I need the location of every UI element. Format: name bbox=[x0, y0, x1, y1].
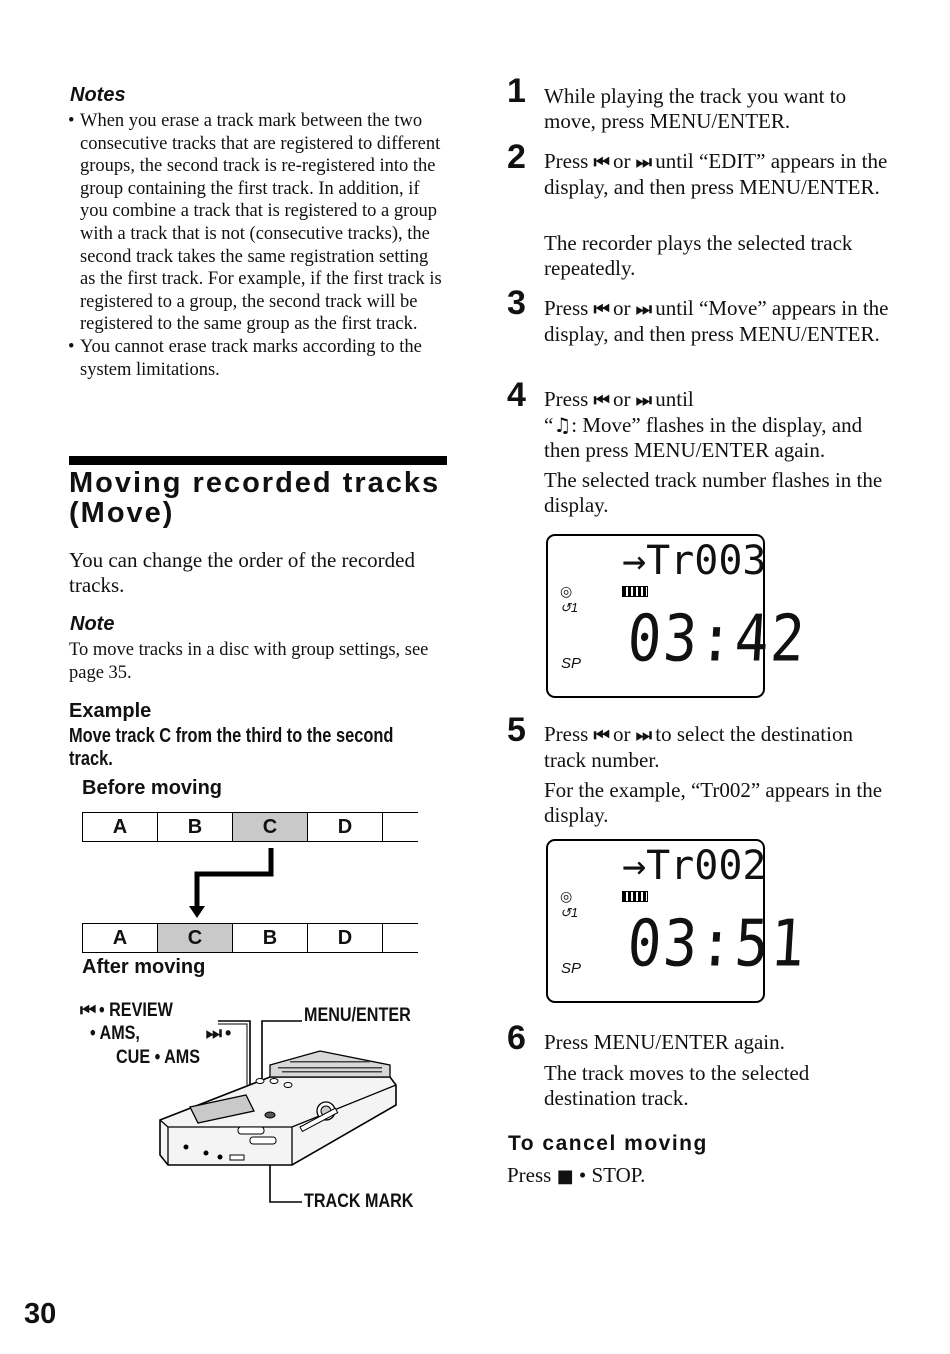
previous-track-icon: ⏮ bbox=[593, 299, 608, 320]
cancel-heading: To cancel moving bbox=[508, 1132, 708, 1155]
after-track-row bbox=[82, 923, 418, 953]
lcd-time: 03:42 bbox=[625, 602, 809, 677]
cue-ams-label: CUE • AMS bbox=[116, 1047, 201, 1068]
step-text: Press ⏮ or ⏭ until “♫: Move” flashes in the display, and then press MENU/ENTER again. bbox=[544, 387, 863, 462]
track-cell: B bbox=[232, 924, 307, 952]
step-number: 6 bbox=[507, 1019, 526, 1057]
step-subtext: The recorder plays the selected track repeatedly. bbox=[544, 231, 853, 280]
step-text: Press MENU/ENTER again. bbox=[544, 1030, 785, 1054]
track-cell: D bbox=[307, 813, 382, 841]
repeat-icon: ↺ bbox=[560, 600, 571, 615]
next-track-icon: ⏭ bbox=[635, 152, 650, 173]
note-heading: Note bbox=[70, 613, 115, 635]
repeat-icon: ↺ bbox=[560, 905, 571, 920]
step-subtext: The selected track number flashes in the display. bbox=[544, 468, 883, 517]
previous-track-icon: ⏮ bbox=[593, 725, 608, 746]
notes-heading: Notes bbox=[70, 84, 126, 106]
next-track-icon: ⏭ bbox=[205, 1023, 220, 1044]
step-number: 5 bbox=[507, 711, 526, 749]
lcd-mode: SP bbox=[561, 655, 582, 672]
example-subheading bbox=[69, 725, 499, 771]
example-heading: Example bbox=[69, 700, 152, 722]
list-item: • When you erase a track mark between the two consecutive tracks that are registered to different groups, the second track is re-registered into the group containing the first track. In addition, if you combine a track that is registered to a group with a track that is not (consecutive tracks), the second track takes the same registration setting as the first track. For example, if the first track is registered to a group, the second track will be registered to the same group as the first track. bbox=[68, 110, 448, 336]
track-cell: A bbox=[82, 924, 157, 952]
disc-icon: ◎ bbox=[560, 889, 573, 905]
step-text: Press ⏮ or ⏭ to select the destination track number. bbox=[544, 722, 853, 772]
lcd-track-number: →Tr002 bbox=[622, 843, 767, 889]
list-item: • You cannot erase track marks according to the system limitations. bbox=[68, 336, 448, 381]
next-track-icon: ⏭ bbox=[635, 725, 650, 746]
lcd-time: 03:51 bbox=[625, 907, 809, 982]
notes-list bbox=[68, 110, 448, 381]
battery-icon bbox=[622, 891, 648, 902]
previous-track-icon: ⏮ bbox=[593, 390, 608, 411]
step-number: 2 bbox=[507, 138, 526, 176]
lcd-track-number: →Tr003 bbox=[622, 538, 767, 584]
track-cell-empty bbox=[382, 924, 418, 952]
section-title-line: (Move) bbox=[69, 497, 175, 529]
step-number: 3 bbox=[507, 284, 526, 322]
track-cell-highlighted: C bbox=[232, 813, 307, 841]
step-subtext: The track moves to the selected destination track. bbox=[544, 1061, 810, 1110]
page-number: 30 bbox=[24, 1298, 57, 1330]
track-cell: D bbox=[307, 924, 382, 952]
note-text: To move tracks in a disc with group settings, see page 35. bbox=[69, 640, 429, 683]
after-moving-label: After moving bbox=[82, 956, 206, 978]
track-cell: A bbox=[82, 813, 157, 841]
move-arrow bbox=[180, 842, 290, 922]
ams-label: • AMS, ⏭ • bbox=[90, 1023, 232, 1044]
example-subheading-text: Move track C from the third to the second track. bbox=[69, 725, 394, 770]
section-intro: You can change the order of the recorded tracks. bbox=[69, 548, 415, 597]
previous-track-icon: ⏮ bbox=[593, 152, 608, 173]
step-number: 1 bbox=[507, 72, 526, 110]
review-label: ⏮ • REVIEW bbox=[80, 1000, 174, 1021]
menu-enter-label: MENU/ENTER bbox=[304, 1005, 411, 1026]
lcd-display bbox=[546, 839, 809, 1003]
battery-icon bbox=[622, 586, 648, 597]
step-text: Press ⏮ or ⏭ until “Move” appears in the display, and then press MENU/ENTER. bbox=[544, 296, 889, 346]
step-text: Press ⏮ or ⏭ until “EDIT” appears in the display, and then press MENU/ENTER. bbox=[544, 149, 888, 199]
track-mark-label: TRACK MARK bbox=[304, 1191, 414, 1212]
next-track-icon: ⏭ bbox=[635, 390, 650, 411]
stop-icon: ■ bbox=[556, 1166, 574, 1187]
previous-track-icon: ⏮ bbox=[80, 1000, 95, 1021]
repeat-indicator: ↺1 bbox=[560, 905, 579, 920]
disc-icon: ◎ bbox=[560, 584, 573, 600]
lcd-display bbox=[546, 534, 809, 698]
before-moving-label: Before moving bbox=[82, 777, 223, 799]
step-text: While playing the track you want to move, press MENU/ENTER. bbox=[544, 84, 847, 133]
next-track-icon: ⏭ bbox=[635, 299, 650, 320]
step-number: 4 bbox=[507, 376, 526, 414]
track-cell: B bbox=[157, 813, 232, 841]
section-title-line: Moving recorded tracks bbox=[69, 467, 441, 499]
repeat-indicator: ↺1 bbox=[560, 600, 579, 615]
before-track-row bbox=[82, 812, 418, 842]
music-note-icon: ♫ bbox=[553, 413, 572, 437]
track-cell-highlighted: C bbox=[157, 924, 232, 952]
track-cell-empty bbox=[382, 813, 418, 841]
section-title bbox=[69, 468, 469, 528]
lcd-mode: SP bbox=[561, 960, 582, 977]
cancel-text: Press ■ • STOP. bbox=[507, 1163, 646, 1187]
recorder-device-illustration bbox=[150, 1015, 410, 1215]
step-subtext: For the example, “Tr002” appears in the display. bbox=[544, 778, 883, 827]
section-rule bbox=[69, 456, 447, 465]
